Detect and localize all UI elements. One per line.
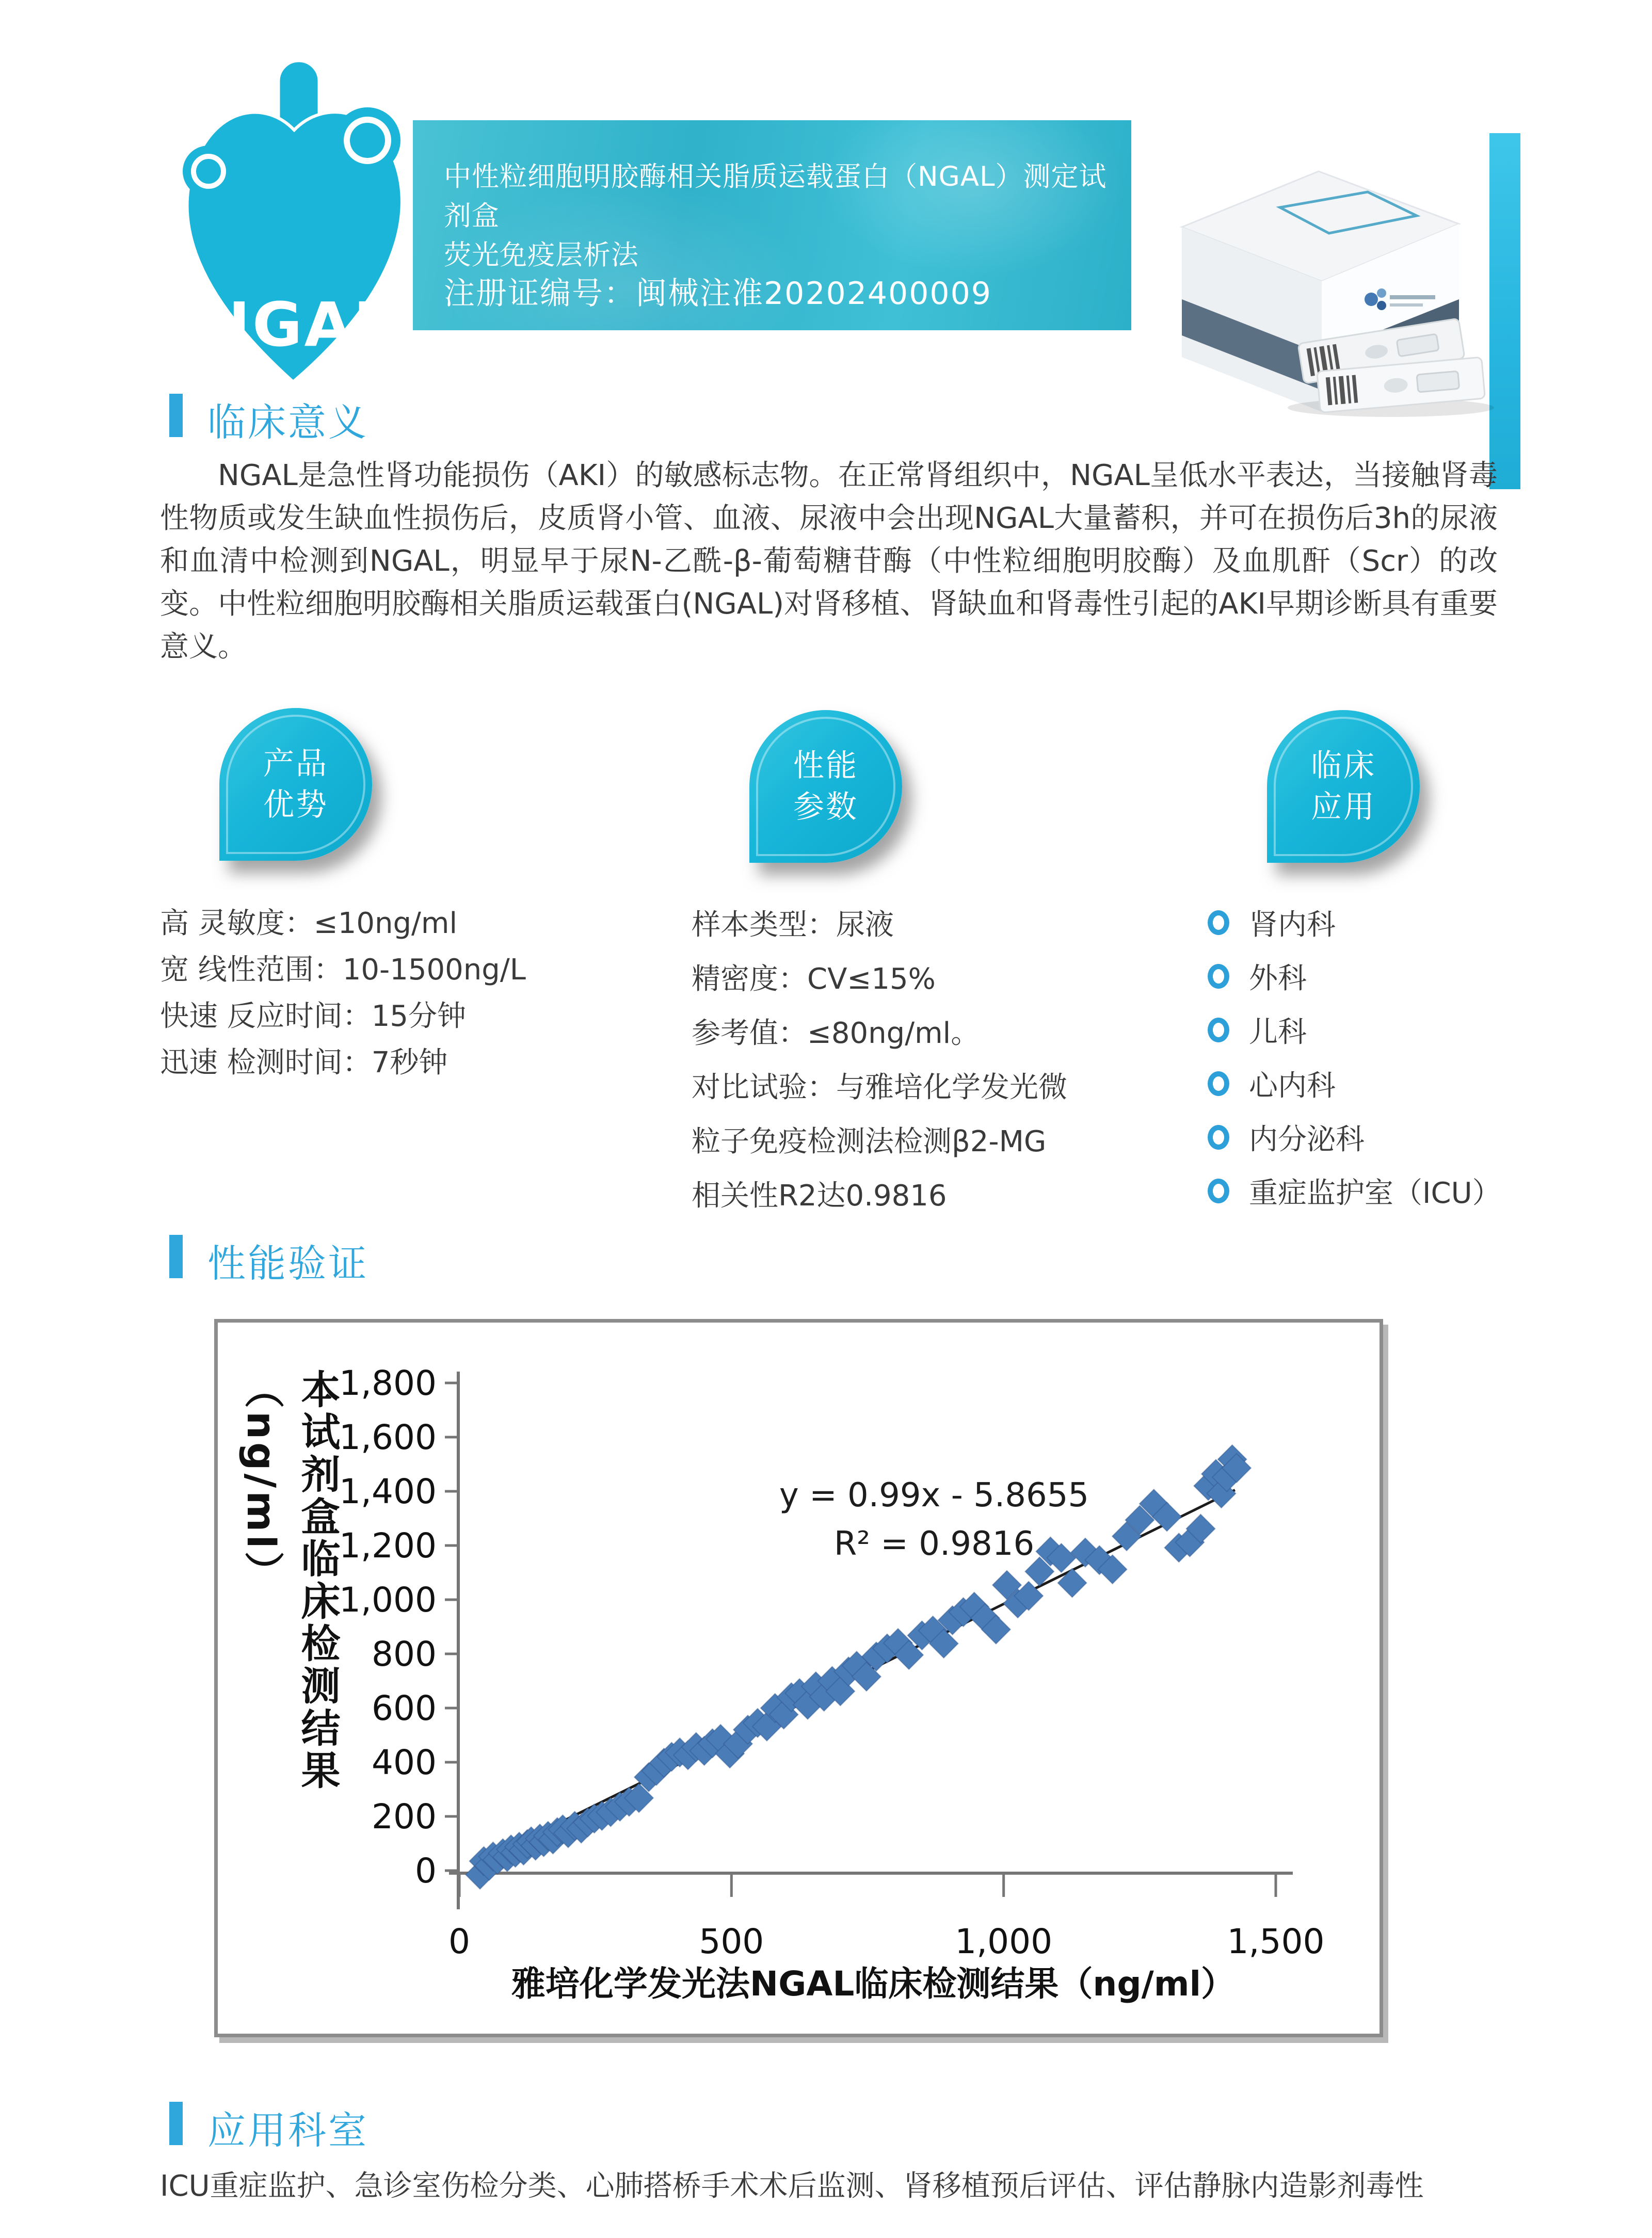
list-item: 对比试验：与雅培化学发光微 xyxy=(692,1071,1067,1104)
list-item: 相关性R2达0.9816 xyxy=(692,1179,947,1213)
section-title-clinical: 临床意义 xyxy=(207,400,368,445)
x-tick-label: 1,500 xyxy=(1227,1922,1325,1961)
section-bar-clinical xyxy=(169,394,183,437)
y-tick-label: 800 xyxy=(372,1634,437,1674)
y-tick-label: 200 xyxy=(372,1797,437,1837)
applications-list xyxy=(1208,896,1501,1218)
list-item xyxy=(1208,1003,1501,1057)
trendline-equation: y = 0.99x - 5.8655 xyxy=(779,1476,1089,1515)
scatter-point xyxy=(1058,1568,1087,1597)
ring-bullet-icon xyxy=(1208,1125,1229,1150)
registration-number: 注册证编号：闽械注准20202400009 xyxy=(444,276,992,312)
y-tick-label: 1,200 xyxy=(339,1526,437,1566)
badge-label xyxy=(1311,745,1376,828)
ring-bullet-icon xyxy=(1208,1071,1229,1096)
correlation-chart xyxy=(214,1319,1383,2037)
section-title-departments: 应用科室 xyxy=(207,2108,368,2153)
list-item-label: 重症监护室（ICU） xyxy=(1249,1177,1501,1210)
heart-logo xyxy=(160,52,434,395)
badge-clinical-applications xyxy=(1267,710,1420,863)
list-item: 高 灵敏度：≤10ng/ml xyxy=(160,907,457,940)
x-axis-title: 雅培化学发光法NGAL临床检测结果（ng/ml） xyxy=(511,1964,1236,2004)
ring-bullet-icon xyxy=(1208,910,1229,935)
badge-product-advantages xyxy=(219,708,372,861)
badge-line1: 产品 xyxy=(263,746,328,782)
list-item-label: 心内科 xyxy=(1249,1069,1336,1103)
scatter-plot-svg xyxy=(218,1323,1380,2034)
list-item xyxy=(1208,1057,1501,1110)
clinical-paragraph: NGAL是急性肾功能损伤（AKI）的敏感标志物。在正常肾组织中，NGAL呈低水平表达，当接触肾毒性物质或发生缺血性损伤后，皮质肾小管、血液、尿液中会出现NGAL大量蓄积，并可在损伤后3h的尿液和血清中检测到NGAL，明显早于尿N-乙酰-β-葡萄糖苷酶（中性粒细胞明胶酶）及血肌酐（Scr）的改变。中性粒细胞明胶酶相关脂质运载蛋白(NGAL)对肾移植、肾缺血和肾毒性引起的AKI早期诊断具有重要意义。 xyxy=(160,459,1498,664)
list-item: 粒子免疫检测法检测β2-MG xyxy=(692,1125,1047,1158)
list-item-label: 肾内科 xyxy=(1249,908,1336,942)
advantages-list xyxy=(160,900,526,1086)
r-squared-label: R² = 0.9816 xyxy=(833,1525,1035,1563)
badge-label xyxy=(793,745,858,828)
product-title xyxy=(444,157,1130,275)
section-bar-departments xyxy=(169,2102,183,2145)
badge-performance-parameters xyxy=(749,710,902,863)
list-item: 迅速 检测时间：7秒钟 xyxy=(160,1046,448,1080)
y-tick-label: 600 xyxy=(372,1688,437,1728)
section-title-verification: 性能验证 xyxy=(207,1242,368,1286)
y-tick-label: 1,400 xyxy=(339,1472,437,1511)
departments-paragraph: ICU重症监护、急诊室伤检分类、心肺搭桥手术术后监测、肾移植预后评估、评估静脉内造影剂毒性 xyxy=(160,2169,1424,2203)
product-box-image xyxy=(1148,129,1499,423)
list-item xyxy=(1208,896,1501,949)
list-item: 宽 线性范围：10-1500ng/L xyxy=(160,953,526,987)
list-item xyxy=(1208,1110,1501,1164)
parameters-list xyxy=(692,898,1067,1223)
badge-label xyxy=(263,743,328,826)
ring-bullet-icon xyxy=(1208,1018,1229,1042)
logo-text: NGAL xyxy=(199,289,395,360)
header-banner xyxy=(413,120,1131,330)
list-item-label: 儿科 xyxy=(1249,1016,1307,1049)
y-axis-title: 本试剂盒临床检测结果（ng/ml） xyxy=(238,1369,341,1792)
list-item xyxy=(1208,949,1501,1003)
list-item: 参考值：≤80ng/ml。 xyxy=(692,1017,980,1050)
y-tick-label: 0 xyxy=(415,1851,437,1891)
list-item-label: 外科 xyxy=(1249,962,1307,995)
badge-line1: 临床 xyxy=(1311,748,1376,784)
ring-bullet-icon xyxy=(1208,1179,1229,1203)
list-item: 样本类型：尿液 xyxy=(692,908,894,942)
y-tick-label: 400 xyxy=(372,1743,437,1782)
y-tick-label: 1,000 xyxy=(339,1580,437,1620)
x-tick-label: 500 xyxy=(699,1922,764,1961)
x-tick-label: 0 xyxy=(448,1922,470,1961)
ring-bullet-icon xyxy=(1208,964,1229,989)
x-tick-label: 1,000 xyxy=(955,1922,1053,1961)
badge-line2: 参数 xyxy=(793,789,858,825)
reagent-kit-box-icon xyxy=(1148,129,1499,423)
y-tick-label: 1,600 xyxy=(339,1418,437,1457)
product-title-line2: 荧光免疫层析法 xyxy=(444,239,639,271)
section-bar-verification xyxy=(169,1235,183,1278)
badge-line2: 优势 xyxy=(263,787,328,823)
badge-line1: 性能 xyxy=(793,748,858,784)
list-item: 快速 反应时间：15分钟 xyxy=(160,1000,467,1033)
list-item xyxy=(1208,1164,1501,1218)
product-title-line1: 中性粒细胞明胶酶相关脂质运载蛋白（NGAL）测定试剂盒 xyxy=(444,161,1107,232)
list-item-label: 内分泌科 xyxy=(1249,1123,1365,1156)
y-tick-label: 1,800 xyxy=(339,1363,437,1403)
list-item: 精密度：CV≤15% xyxy=(692,962,936,996)
badge-line2: 应用 xyxy=(1311,789,1376,825)
